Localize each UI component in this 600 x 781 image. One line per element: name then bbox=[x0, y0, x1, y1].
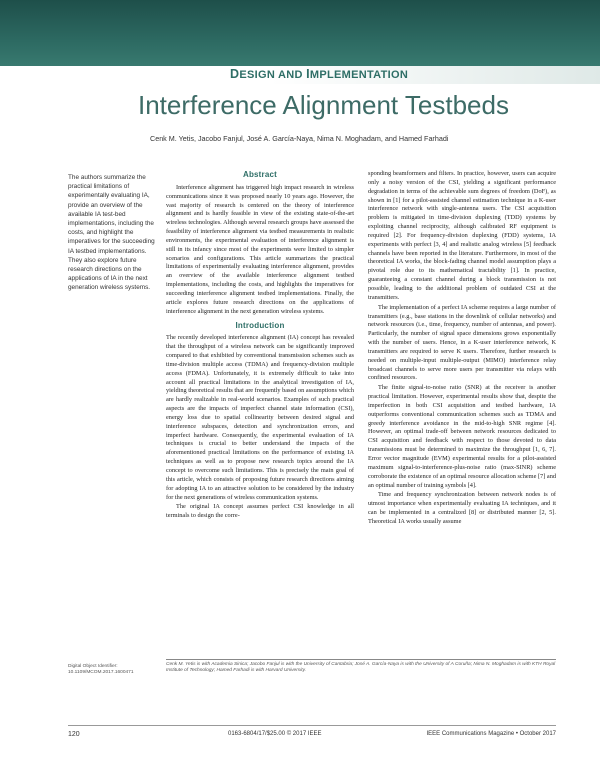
body-paragraph-2: The implementation of a perfect IA scheme requires a large number of transmitters (e.g., base stations in the downlink of cellular networks) and network resources (i.e., time, frequency, number of antennas, and power). Particularly, the number of signal space dimensions grows exponentially with the number of users. Hence, in a K-user interference network, K transmitters are required to serve K users. Therefore, further research is needed on multiple-input multiple-output (MIMO) interference relay broadcast channels to serve more users per transmitter via relays with confined resources. bbox=[368, 303, 556, 382]
magazine-issue: IEEE Communications Magazine • October 2017 bbox=[426, 731, 556, 737]
body-paragraph-3: The finite signal-to-noise ratio (SNR) at the receiver is another practical limitation. However, experimental results show that, despite the imperfection in both CSI acquisition and testbed hardware, IA outperforms conventional communication schemes such as TDMA and greedy interference avoidance in the mid-to-high SNR regime [4]. However, an optimal trade-off between network resources dedicated to CSI acquisition and feedback with respect to those devoted to data transmissions must be determined to maximize the throughput [1, 6, 7]. Error vector magnitude (EVM) experimental results for a pilot-assisted maximum signal-to-interference-plus-noise ratio (max-SINR) scheme corroborate the existence of an optimal resource allocation scheme [7] and an optimal number of training symbols [4]. bbox=[368, 384, 556, 489]
text-column-right bbox=[368, 170, 556, 527]
introduction-heading: Introduction bbox=[235, 320, 285, 330]
article-title: Interference Alignment Testbeds bbox=[138, 90, 509, 120]
abstract-heading: Abstract bbox=[242, 170, 278, 179]
affiliation-divider bbox=[166, 659, 556, 660]
summary-sidebar: The authors summarize the practical limitations of experimentally evaluating IA, provide an overview of the available IA test-bed implementations, including the costs, and highlight the imperatives for the succeeding IA testbed implementations. They also explore future research directions on the applications of IA in the next generation wireless systems. bbox=[68, 174, 155, 292]
body-paragraph-1: sponding beamformers and filters. In practice, however, users can acquire only a noisy version of the CSI, yielding a significant performance degradation in terms of the achievable sum degrees of freedom (DoF), as shown in [1] for a pilot-assisted channel estimation technique in a K-user interference network with single-antenna users. The CSI acquisition problem is mitigated in time-division duplexing (TDD) systems by exploiting channel reciprocity, although calibrated RF equipment is required [2]. For frequency-division duplexing (FDD) systems, IA experiments with perfect [3, 4] and realistic analog wireless [5] feedback channels have been reported in the literature. Furthermore, in most of the theoretical IA works, the block-fading channel model assumption plays a pivotal role due to its mathematical tractability [1]. In practice, guaranteeing a constant channel during a block transmission is not possible, leading to the additional problem of outdated CSI at the transmitters. bbox=[368, 170, 556, 301]
author-affiliations: Cenk M. Yetis is with Academia Sinica; Jacobo Fanjul is with the University of Cantabria; José A. García-Naya is with the University of A Coruña; Nima N. Moghadam is with KTH Royal Institute of Technology; Hamed Farhadi is with Harvard University. bbox=[166, 662, 556, 674]
copyright-code: 0163-6804/17/$25.00 © 2017 IEEE bbox=[228, 731, 322, 737]
abstract-text: Interference alignment has triggered high impact research in wireless communications since it was proposed nearly 10 years ago. However, the vast majority of research is centered on the theory of interference alignment and is hardly feasible in view of the existing state-of-the-art wireless technologies. Although several research groups have assessed the feasibility of interference alignment via testbed measurements in realistic environments, the experimental evaluation of interference alignment is still in its infancy since most of the experiments were limited to simpler scenarios and configurations. This article summarizes the practical limitations of experimentally evaluating interference alignment, provides an overview of the available interference alignment testbed implementations, including the costs, and highlights the imperatives for succeeding interference alignment testbed implementations. Finally, the article explores future research directions on the applications of interference alignment in the next generation wireless systems. bbox=[166, 183, 354, 315]
section-label: DESIGN AND IMPLEMENTATION bbox=[230, 67, 409, 81]
intro-paragraph-2: The original IA concept assumes perfect CSI knowledge in all terminals to design the corre- bbox=[166, 503, 354, 520]
header-band bbox=[0, 0, 600, 75]
author-list: Cenk M. Yetis, Jacobo Fanjul, José A. García-Naya, Nima N. Moghadam, and Hamed Farhadi bbox=[150, 134, 449, 143]
body-paragraph-4: Time and frequency synchronization between network nodes is of utmost importance when experimentally evaluating IA techniques, and it can be implemented in a centralized [8] or distributed manner [2, 5]. Theoretical IA works usually assume bbox=[368, 491, 556, 525]
intro-paragraph-1: The recently developed interference alignment (IA) concept has revealed that the throughput of a wireless network can be significantly improved compared to that exhibited by conventional transmission schemes such as time-division multiple access (TDMA) and frequency-division multiple access (FDMA). Unfortunately, it is extremely difficult to take into account all practical limitations in the analytical investigation of IA, yielding theoretical results that are frequently based on assumptions which are hardly realizable in real-world scenarios. Examples of such practical aspects are the impacts of imperfect channel state information (CSI), energy loss due to spatial collinearity between desired signal and interference subspaces, detection and synchronization errors, and imperfect hardware. Consequently, the experimental evaluation of IA techniques is crucial to better understand the impacts of the aforementioned practical limitations on the performance of existing IA techniques as well as to propose new research topics around the IA concept to overcome such limitations. This is precisely the main goal of this article, which consists of proposing future research directions aiming for adopting IA to an attractive solution to be considered by the industry for the next generations of wireless communication systems. bbox=[166, 334, 354, 501]
doi-identifier: Digital Object Identifier: 10.1109/MCOM.2017.1600471 bbox=[68, 664, 134, 676]
footer-divider bbox=[68, 725, 556, 726]
text-column-left bbox=[166, 170, 354, 521]
page-number: 120 bbox=[68, 731, 80, 738]
